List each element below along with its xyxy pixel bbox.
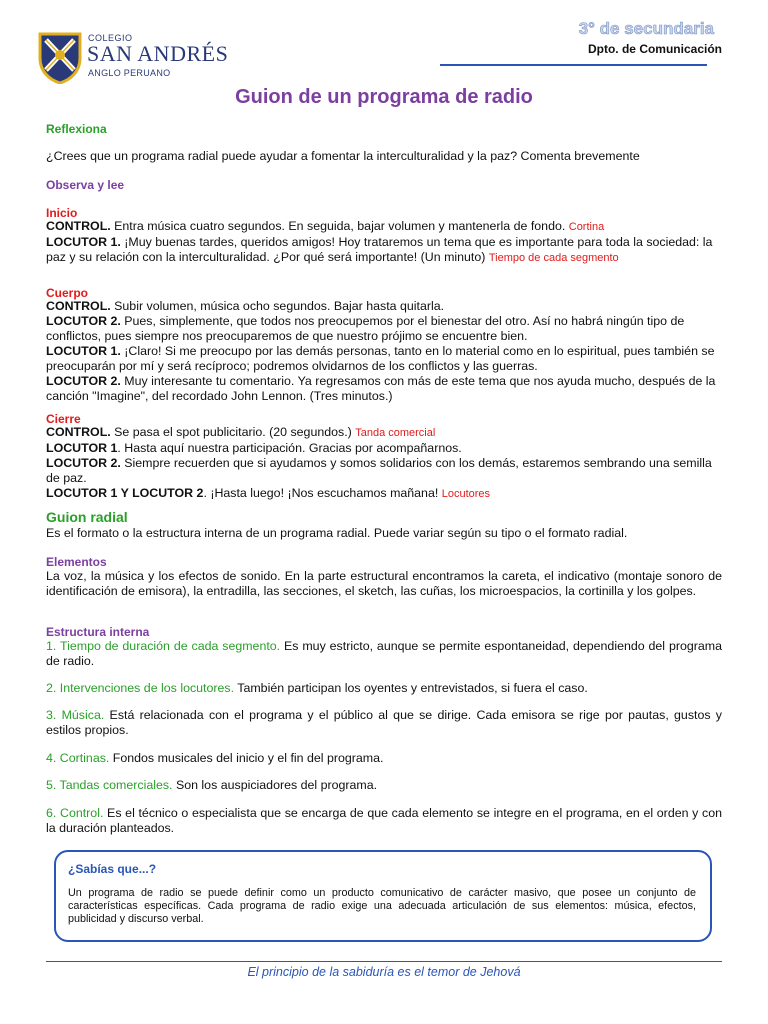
item-text: También participan los oyentes y entrevistados, si fuera el caso. [234,681,588,695]
script-line [46,425,722,441]
line-text: Entra música cuatro segundos. En seguida, bajar volumen y mantenerla de fondo. [110,219,569,233]
annotation-tag: Cortina [568,221,605,233]
script-line [46,374,722,404]
speaker-label: LOCUTOR 1 [46,441,118,455]
estructura-item [46,708,722,738]
item-lead: 1. Tiempo de duración de cada segmento. [46,639,281,653]
annotation-tag: Tanda comercial [355,427,436,439]
item-lead: 2. Intervenciones de los locutores. [46,681,235,695]
item-lead: 4. Cortinas. [46,751,110,765]
item-text: Fondos musicales del inicio y el fin del programa. [109,751,384,765]
header-divider [440,64,707,66]
speaker-label: CONTROL. [46,299,111,313]
estructura-heading: Estructura interna [46,625,150,639]
speaker-label: LOCUTOR 2. [46,314,121,328]
script-line [46,344,722,374]
estructura-item [46,778,722,793]
script-line [46,235,722,266]
cierre-block [46,425,722,502]
guion-heading: Guion radial [46,509,128,525]
info-box-text: Un programa de radio se puede definir como un producto comunicativo de carácter masivo, que posee un conjunto de características específicas. Cada programa de radio exige una adecuada articulación de sus elementos: música, efectos, publicidad y discurso verbal. [68,887,696,925]
elementos-heading: Elementos [46,555,107,569]
speaker-label: LOCUTOR 2. [46,374,121,388]
line-text: Siempre recuerden que si ayudamos y somos solidarios con los demás, estaremos sembrando una semilla de paz. [46,456,712,485]
department-label: Dpto. de Comunicación [587,42,722,56]
item-lead: 5. Tandas comerciales. [46,778,173,792]
speaker-label: CONTROL. [46,219,111,233]
page-title: Guion de un programa de radio [235,86,533,108]
guion-text: Es el formato o la estructura interna de un programa radial. Puede variar según su tipo o el formato radial. [46,526,628,540]
estructura-item [46,681,722,696]
speaker-label: LOCUTOR 2. [46,456,121,470]
line-text: Pues, simplemente, que todos nos preocupemos por el bienestar del otro. Así no habrá ningún tipo de conflictos, pues siempre nos preocuparemos de que nuestro prójimo se encuentre bien. [46,314,685,343]
observa-heading: Observa y lee [46,178,125,192]
item-text: Está relacionada con el programa y el público al que se dirige. Cada emisora se rige por pautas, gustos y estilos propios. [46,708,723,737]
line-text: ¡Muy buenas tardes, queridos amigos! Hoy trataremos un tema que es importante para toda la sociedad: la paz y su relación con la interculturalidad. ¿Por qué será importante! (Un minuto) [46,235,713,264]
annotation-tag: Locutores [441,488,491,500]
item-text: Es muy estricto, aunque se permite espontaneidad, dependiendo del programa de radio. [46,639,722,668]
info-box-title: ¿Sabías que...? [68,862,157,876]
script-line [46,314,722,344]
cuerpo-block [46,299,722,404]
shield-crest-icon [36,30,84,84]
reflexiona-heading: Reflexiona [46,122,107,136]
line-text: Se pasa el spot publicitario. (20 segundos.) [110,425,356,439]
cuerpo-heading: Cuerpo [46,286,88,300]
estructura-item [46,751,722,766]
item-lead: 3. Música. [46,708,105,722]
cierre-heading: Cierre [46,412,81,426]
speaker-label: LOCUTOR 1. [46,235,121,249]
logo-line3: ANGLO PERUANO [88,68,171,78]
script-line [46,219,722,235]
item-text: Es el técnico o especialista que se encarga de que cada elemento se integre en el programa, en el orden y con la duración planteados. [46,806,722,835]
reflexiona-question: ¿Crees que un programa radial puede ayudar a fomentar la interculturalidad y la paz? Comenta brevemente [46,149,640,163]
script-line [46,456,722,486]
speaker-label: LOCUTOR 1. [46,344,121,358]
estructura-item [46,806,722,836]
script-line [46,441,722,456]
grade-label: 3° de secundaria [578,19,714,38]
line-text: Subir volumen, música ocho segundos. Bajar hasta quitarla. [110,299,445,313]
annotation-tag: Tiempo de cada segmento [488,252,619,264]
logo-line1: COLEGIO [88,33,133,43]
line-text: . Hasta aquí nuestra participación. Gracias por acompañarnos. [117,441,462,455]
item-lead: 6. Control. [46,806,104,820]
line-text: Muy interesante tu comentario. Ya regresamos con más de este tema que nos ayuda mucho, después de la canción "Imagine", del recordado John Lennon. (Tres minutos.) [46,374,716,403]
logo-line2: SAN ANDRÉS [87,41,229,66]
script-line [46,299,722,314]
line-text: . ¡Hasta luego! ¡Nos escuchamos mañana! [203,486,442,500]
line-text: ¡Claro! Si me preocupo por las demás personas, tanto en lo material como en lo espiritual, pues también se preocuparán por mí y será recíproco; podremos olvidarnos de los conflictos y las guerras. [46,344,715,373]
footer-divider [46,961,722,962]
inicio-block [46,219,722,266]
script-line [46,486,722,502]
speaker-label: CONTROL. [46,425,111,439]
elementos-text: La voz, la música y los efectos de sonido. En la parte estructural encontramos la careta, el indicativo (montaje sonoro de identificación de emisora), la entradilla, las secciones, el sketch, las cuñas, los microespacios, la cortinilla y los golpes. [46,569,722,598]
item-text: Son los auspiciadores del programa. [172,778,378,792]
inicio-heading: Inicio [46,206,78,220]
estructura-item [46,639,722,669]
footer-quote: El principio de la sabiduría es el temor de Jehová [247,965,521,979]
speaker-label: LOCUTOR 1 Y LOCUTOR 2 [46,486,204,500]
school-logo [36,30,236,86]
